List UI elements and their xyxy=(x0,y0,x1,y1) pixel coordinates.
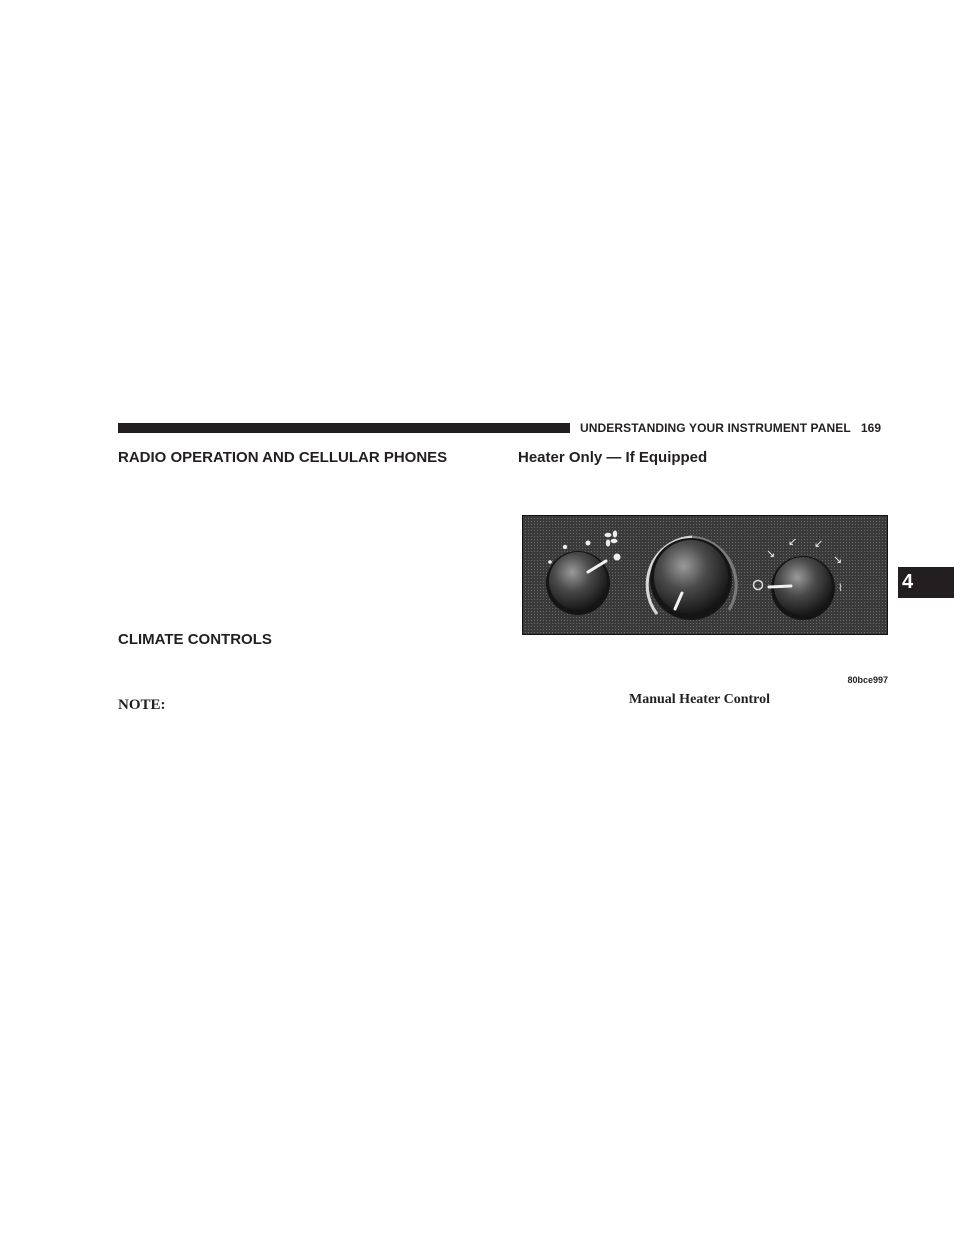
panel-floor-mode-icon: ↙ xyxy=(788,535,798,548)
floor-mode-icon: ↙ xyxy=(814,537,824,550)
floor-defrost-mode-icon: ↘ xyxy=(833,553,843,566)
heading-climate-controls: CLIMATE CONTROLS xyxy=(118,631,272,648)
manual-heater-control-figure xyxy=(522,515,888,635)
note-label: NOTE: xyxy=(118,697,166,713)
heading-heater-only: Heater Only — If Equipped xyxy=(518,449,708,466)
figure-code: 80bce997 xyxy=(847,675,888,685)
defrost-icon: ⌇ xyxy=(838,583,843,594)
chapter-tab: 4 xyxy=(898,567,954,598)
panel-mode-icon: ↘ xyxy=(766,547,776,560)
section-title: UNDERSTANDING YOUR INSTRUMENT PANEL xyxy=(580,421,851,435)
page-number: 169 xyxy=(860,421,882,435)
figure-caption: Manual Heater Control xyxy=(629,692,771,707)
heading-radio-operation: RADIO OPERATION AND CELLULAR PHONES xyxy=(118,449,448,466)
header-rule xyxy=(118,423,570,433)
running-head xyxy=(580,421,881,435)
